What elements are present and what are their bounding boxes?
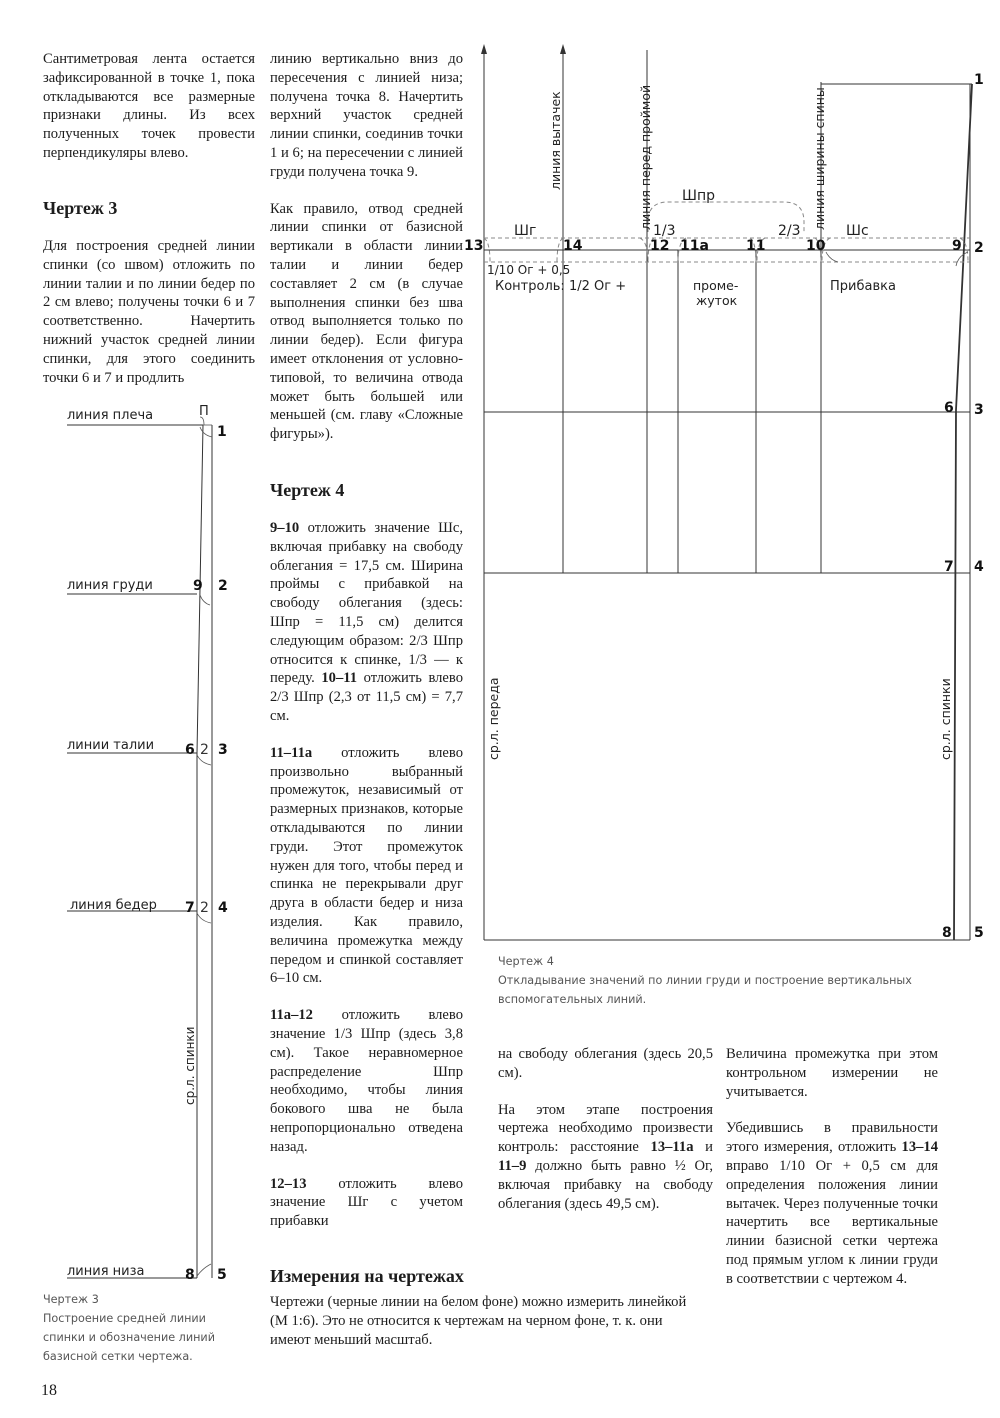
heading-chertezh-3: Чертеж 3	[43, 198, 118, 218]
fig4-point-13: 13	[464, 238, 484, 254]
page-number: 18	[41, 1382, 57, 1399]
fig3-point-4: 4	[218, 900, 228, 916]
fig3-label-talii: линии талии	[67, 738, 155, 753]
fig3-label-sr-spinki: ср.л. спинки	[183, 1026, 197, 1105]
fig4-point-7: 7	[944, 559, 954, 575]
fig3-point-6: 6	[185, 742, 195, 758]
fig3-label-grudi: линия груди	[67, 578, 153, 593]
figure-4-caption: Чертеж 4 Откладывание значений по линии груди и построение вертикальных вспомогательных линий.	[498, 955, 912, 1006]
intro-text: Сантиметровая лента остается зафиксированной в точке 1, пока откладываются все размерные признаки длины. Из всех полученных точек провести перпендикуляры влево.	[43, 51, 255, 161]
fig4-label-promezhutok-1: проме-	[693, 278, 739, 293]
fig3-point-1: 1	[217, 424, 227, 440]
fig4-point-9: 9	[952, 238, 962, 254]
fig4-label-shg: Шг	[514, 223, 537, 239]
column-2-text: линию вертикально вниз до пересечения с линией низа; получена точка 8. Начертить верхний участок средней линии спинки, соединив точки 1 и 6; на пересечении с линией груди получена точка 9. Как правило, отвод средней линии спинки от базисной вертикали в области линии талии и линии бедер составляет 2 см (в случае выполнения спинки без шва отвод выполняется только по линии бедер). Если фигура имеет отклонения от условно-типовой, то величина отвода может быть большей или меньшей (см. главу «Сложные фигуры»).	[270, 51, 463, 443]
fig3-dist-2a: 2	[200, 742, 209, 758]
heading-chertezh-4: Чертеж 4	[270, 480, 345, 500]
fig3-dist-2b: 2	[200, 900, 209, 916]
fig4-point-6: 6	[944, 400, 954, 416]
figure-4-drawing	[460, 40, 1000, 945]
fig4-point-11: 11	[746, 238, 766, 254]
fig3-mark-p: П	[199, 404, 209, 419]
fig4-label-two-thirds: 2/3	[778, 223, 801, 239]
fig4-label-shs: Шс	[846, 223, 869, 239]
fig3-label-bedra: линия бедер	[70, 898, 157, 913]
fig3-label-plecha: линия плеча	[67, 408, 154, 423]
fig4-label-shiriny-spiny: линия ширины спины	[812, 87, 827, 230]
figure-3-drawing	[0, 395, 260, 1290]
column-3-text: на свободу облегания (здесь 20,5 см). На этом этапе построения чертежа необходимо произвести контроль: расстояние 13–11а и 11–9 должно быть равно ½ Ог, включая прибавку на свободу облегания (здесь 49,5 см).	[498, 1046, 713, 1212]
fig4-label-sr-spinki: ср.л. спинки	[938, 678, 953, 760]
chertezh-3-text: Для построения средней линии спинки (со швом) отложить по линии талии и по линии бедер по 2 см влево; получены точки 6 и 7 соответственно. Начертить нижний участок средней линии спинки, для этого соединить точки 6 и 7 и продлить	[43, 238, 255, 386]
fig4-label-promezhutok-2: жуток	[696, 293, 738, 308]
fig4-label-pered-proimoy: линия перед проймой	[638, 84, 653, 230]
fig4-label-shpr: Шпр	[682, 188, 716, 204]
figure-3-caption: Чертеж 3 Построение средней линии спинки и обозначение линий базисной сетки чертежа.	[43, 1293, 215, 1363]
fig3-label-niza: линия низа	[67, 1264, 145, 1279]
fig4-label-kontrol: Контроль: 1/2 Ог +	[495, 279, 627, 294]
fig3-point-2a: 2	[218, 578, 228, 594]
measurements-section: Измерения на чертежах Чертежи (черные линии на белом фоне) можно измерить линейкой (М 1:6). Это не относится к чертежам на черном фоне, т. к. они имеют меньший масштаб.	[270, 1266, 687, 1348]
fig3-point-7: 7	[185, 900, 195, 916]
chertezh-4-text: 9–10 отложить значение Шс, включая прибавку на свободу облегания = 17,5 см. Ширина проймы с прибавкой на свободу облегания (здесь: Шпр = 11,5 см) делится следующим образом: 2/3 Шпр относится к спинке, 1/3 — к переду. 10–11 отложить влево 2/3 Шпр (2,3 от 11,5 см) = 7,7 см. 11–11а отложить влево произвольно выбранный промежуток, независимый от размерных признаков, которые откладываются по линии груди. Этот промежуток нужен для того, чтобы перед и спинка не перекрывали друг друга в области бедер и низа изделия. Как правило, величина промежутка между передом и спинкой составляет 6–10 см. 11а–12 отложить влево значение 1/3 Шпр (здесь 3,8 см). Такое неравномерное распределение Шпр необходимо, чтобы линия бокового шва не была непропорционально отведена назад. 12–13 отложить влево значение Шг с учетом прибавки	[270, 520, 463, 1230]
fig3-point-8: 8	[185, 1267, 195, 1283]
column-4-text: Величина промежутка при этом контрольном измерении не учитывается. Убедившись в правильности этого измерения, отложить 13–14 вправо 1/10 Ог + 0,5 см для определения положения линии вытачек. Через полученные точки начертить все вертикальные линии базисной сетки чертежа под прямым углом к линии груди в соответствии с чертежом 4.	[726, 1046, 938, 1287]
fig4-label-third: 1/3	[653, 223, 676, 239]
fig4-label-vytachek: линия вытачек	[548, 91, 563, 190]
fig4-point-8: 8	[942, 925, 952, 941]
fig3-point-5: 5	[217, 1267, 227, 1283]
fig4-label-pribavka: Прибавка	[830, 279, 896, 294]
fig3-point-3: 3	[218, 742, 228, 758]
fig4-point-11a: 11а	[680, 238, 709, 254]
fig4-point-2: 2	[974, 240, 984, 256]
fig4-point-14: 14	[563, 238, 583, 254]
fig4-label-tenth: 1/10 Ог + 0,5	[487, 263, 571, 277]
fig4-point-12: 12	[650, 238, 670, 254]
fig4-point-1: 1	[974, 72, 984, 88]
fig4-point-10: 10	[806, 238, 826, 254]
fig3-point-9: 9	[193, 578, 203, 594]
fig4-point-5: 5	[974, 925, 984, 941]
fig4-label-sr-pereda: ср.л. переда	[486, 677, 501, 760]
fig4-point-4: 4	[974, 559, 984, 575]
fig4-point-3: 3	[974, 402, 984, 418]
